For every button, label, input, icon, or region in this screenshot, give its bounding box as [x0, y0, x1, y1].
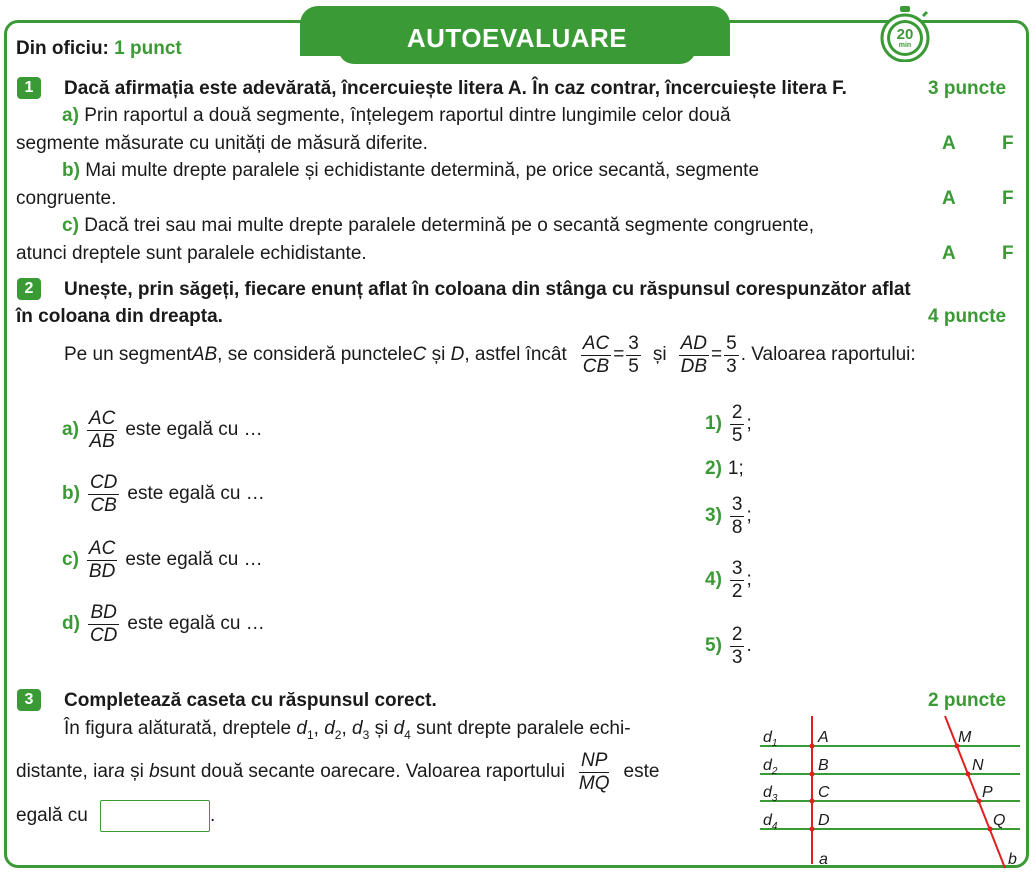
match-right-1[interactable]: 1) $\frac{2}{5}$ ;: [705, 401, 752, 446]
exercise-2-badge: 2: [17, 278, 41, 300]
label-b: b: [1008, 851, 1017, 868]
exercise-1-badge: 1: [17, 77, 41, 99]
exercise-3-badge: 3: [17, 689, 41, 711]
exercise-1-instruction: Dacă afirmația este adevărată, încercuiește litera A. În caz contrar, încercuiește litera F.: [64, 78, 847, 99]
label-P: P: [982, 784, 993, 801]
exercise-2-instruction-line1: Unește, prin săgeți, fiecare enunț aflat în coloana din stânga cu răspunsul corespunzător aflat: [64, 279, 911, 300]
label-A: A: [818, 729, 829, 746]
ex1-item-c-line2: atunci dreptele sunt paralele echidistante.: [16, 243, 367, 264]
timer-unit: min: [898, 42, 912, 49]
ex1-item-c-line1: c) Dacă trei sau mai multe drepte paralele determină pe o secantă segmente congruente,: [62, 215, 814, 236]
din-oficiu-label: [16, 38, 182, 60]
answer-end-period: .: [210, 805, 216, 826]
timer-value: 20: [896, 26, 914, 43]
ex1-item-b-line2: congruente.: [16, 188, 117, 209]
ex1-b-false-option[interactable]: F: [1002, 188, 1014, 209]
exercise-3-instruction: Completează caseta cu răspunsul corect.: [64, 690, 437, 711]
fraction-ac-cb: $\frac{AC}{CB}$: [582, 332, 610, 377]
match-left-d[interactable]: d) $\frac{BD}{CD}$ este egală cu …: [62, 601, 265, 646]
exercise-3-line1: În figura alăturată, dreptele $d_1$, $d_2$, $d_3$ și $d_4$ sunt drepte paralele echi-: [64, 718, 631, 742]
ex1-item-b-line1: b) Mai multe drepte paralele și echidistante determină, pe orice secantă, segmente: [62, 160, 760, 181]
page-title: AUTOEVALUARE: [338, 12, 696, 64]
match-right-5[interactable]: 5) $\frac{2}{3}$ .: [705, 623, 752, 668]
label-B: B: [818, 757, 829, 774]
match-right-3[interactable]: 3) $\frac{3}{8}$ ;: [705, 493, 752, 538]
ex1-a-false-option[interactable]: F: [1002, 133, 1014, 154]
label-d3: $d_3$: [763, 784, 778, 804]
fraction-np-mq: $\frac{NP}{MQ}$: [578, 749, 610, 794]
match-right-4[interactable]: 4) $\frac{3}{2}$ ;: [705, 557, 752, 602]
ex1-c-false-option[interactable]: F: [1002, 243, 1014, 264]
fraction-3-5: $\frac{3}{5}$: [628, 332, 639, 377]
label-a: a: [819, 851, 828, 868]
din-oficiu-text: Din oficiu:: [16, 38, 109, 59]
parallel-lines-figure: [755, 712, 1025, 872]
exercise-3-points: 2 puncte: [928, 690, 1007, 711]
label-M: M: [958, 729, 972, 746]
label-d4: $d_4$: [763, 812, 778, 832]
ex1-c-true-option[interactable]: A: [942, 243, 956, 264]
match-right-2[interactable]: 2) 1;: [705, 458, 744, 479]
exercise-3-line3: egală cu: [16, 805, 88, 826]
ex1-item-a-line1: a) Prin raportul a două segmente, înțelegem raportul dintre lungimile celor două: [62, 105, 731, 126]
exercise-3-line2: distante, iar a și b sunt două secante oarecare. Valoarea raportului $\frac{NP}{MQ}$ este: [16, 749, 660, 794]
label-C: C: [818, 784, 830, 801]
label-D: D: [818, 812, 830, 829]
exercise-2-instruction-line2: în coloana din dreapta.: [16, 306, 223, 327]
exercise-1-points: 3 puncte: [928, 78, 1007, 99]
match-left-a[interactable]: a) $\frac{AC}{AB}$ este egală cu …: [62, 407, 263, 452]
ex1-item-a-line2: segmente măsurate cu unități de măsură diferite.: [16, 133, 428, 154]
exercise-2-points: 4 puncte: [928, 306, 1007, 327]
secant-b: [945, 716, 1005, 868]
label-N: N: [972, 757, 984, 774]
din-oficiu-points: 1 punct: [114, 38, 182, 59]
label-Q: Q: [993, 812, 1006, 829]
match-left-c[interactable]: c) $\frac{AC}{BD}$ este egală cu …: [62, 537, 263, 582]
match-left-b[interactable]: b) $\frac{CD}{CB}$ este egală cu …: [62, 471, 265, 516]
ex1-a-true-option[interactable]: A: [942, 133, 956, 154]
fraction-5-3: $\frac{5}{3}$: [726, 332, 737, 377]
label-d1: $d_1$: [763, 729, 778, 749]
exercise-2-context: Pe un segment AB , se consideră punctele C și D , astfel încât $\frac{AC}{CB}$ = $\frac{3}{5}$ și $\frac{AD}{DB}$ = $\frac{5}{3}$ . Valoarea raportului:: [64, 332, 916, 377]
label-d2: $d_2$: [763, 757, 778, 777]
ex1-b-true-option[interactable]: A: [942, 188, 956, 209]
answer-input-box[interactable]: [100, 800, 210, 832]
fraction-ad-db: $\frac{AD}{DB}$: [680, 332, 708, 377]
